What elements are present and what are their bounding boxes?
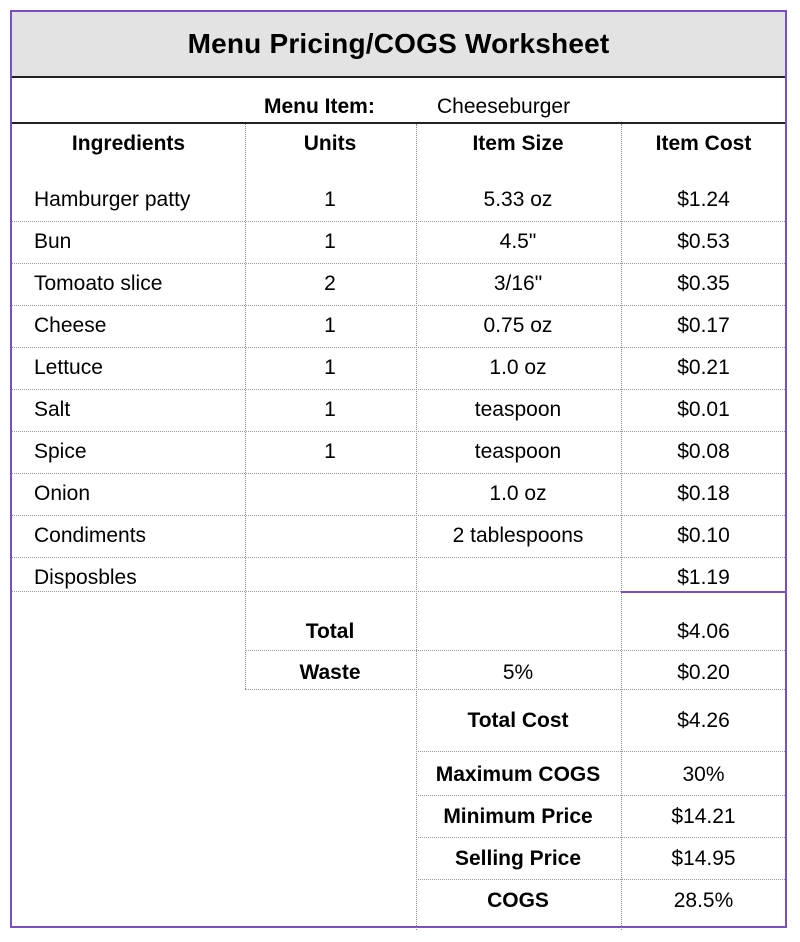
- ingredient-units[interactable]: 1: [324, 356, 336, 379]
- ingredient-name: Onion: [34, 482, 91, 505]
- row-divider: [12, 515, 785, 516]
- waste-percent[interactable]: 5%: [502, 661, 534, 684]
- header-divider: [12, 122, 785, 124]
- row-divider: [416, 751, 785, 752]
- ingredient-size[interactable]: 3/16": [493, 272, 543, 295]
- summary-label: COGS: [487, 889, 549, 912]
- row-divider: [12, 347, 785, 348]
- ingredient-name: Hamburger patty: [34, 188, 191, 211]
- ingredient-cost: $0.01: [677, 398, 730, 421]
- row-divider: [12, 473, 785, 474]
- menu-item-label: Menu Item:: [264, 95, 375, 118]
- row-divider: [416, 879, 785, 880]
- ingredient-name: Bun: [34, 230, 72, 253]
- summary-value: 28.5%: [673, 889, 734, 912]
- ingredient-units[interactable]: 1: [324, 230, 336, 253]
- ingredient-units[interactable]: 2: [324, 272, 336, 295]
- total-divider: [621, 591, 785, 593]
- ingredient-units[interactable]: 1: [324, 314, 336, 337]
- row-divider: [12, 221, 785, 222]
- ingredient-name: Condiments: [34, 524, 147, 547]
- ingredient-size[interactable]: 2 tablespoons: [452, 524, 584, 547]
- ingredient-cost: $0.08: [677, 440, 730, 463]
- row-divider: [416, 795, 785, 796]
- col-header-ingredients: Ingredients: [71, 132, 186, 155]
- row-divider: [245, 650, 785, 651]
- ingredient-cost: $0.17: [677, 314, 730, 337]
- ingredient-name: Spice: [34, 440, 87, 463]
- menu-item-value[interactable]: Cheeseburger: [437, 95, 571, 118]
- ingredient-cost: $1.24: [677, 188, 730, 211]
- col-header-item-size: Item Size: [472, 132, 564, 155]
- total-divider-left: [12, 591, 621, 592]
- row-divider: [12, 263, 785, 264]
- row-divider: [12, 557, 785, 558]
- summary-value: $14.95: [671, 847, 736, 870]
- ingredient-name: Tomoato slice: [34, 272, 163, 295]
- ingredient-cost: $0.35: [677, 272, 730, 295]
- summary-label: Maximum COGS: [435, 763, 601, 786]
- summary-label: Total Cost: [467, 709, 569, 732]
- ingredient-size[interactable]: 1.0 oz: [489, 356, 547, 379]
- ingredient-size[interactable]: 1.0 oz: [489, 482, 547, 505]
- ingredient-cost: $0.53: [677, 230, 730, 253]
- ingredient-size[interactable]: 4.5": [499, 230, 537, 253]
- summary-label: Selling Price: [454, 847, 582, 870]
- row-divider: [12, 389, 785, 390]
- ingredient-units[interactable]: 1: [324, 440, 336, 463]
- col-header-units: Units: [303, 132, 357, 155]
- summary-value: $4.26: [677, 709, 730, 732]
- row-divider: [416, 837, 785, 838]
- waste-value: $0.20: [677, 661, 730, 684]
- ingredient-name: Cheese: [34, 314, 107, 337]
- ingredient-size[interactable]: 5.33 oz: [483, 188, 553, 211]
- total-value: $4.06: [677, 620, 730, 643]
- worksheet: [10, 10, 787, 928]
- summary-label: Minimum Price: [443, 805, 593, 828]
- title-bar: [12, 12, 785, 78]
- summary-value: 30%: [682, 763, 725, 786]
- worksheet-title: Menu Pricing/COGS Worksheet: [187, 28, 610, 59]
- ingredient-size[interactable]: 0.75 oz: [483, 314, 553, 337]
- ingredient-cost: $0.18: [677, 482, 730, 505]
- ingredient-name: Lettuce: [34, 356, 103, 379]
- ingredient-size[interactable]: teaspoon: [474, 398, 562, 421]
- ingredient-size[interactable]: teaspoon: [474, 440, 562, 463]
- total-label: Total: [305, 620, 355, 643]
- col-header-item-cost: Item Cost: [655, 132, 752, 155]
- summary-value: $14.21: [671, 805, 736, 828]
- ingredient-units[interactable]: 1: [324, 188, 336, 211]
- row-divider: [245, 689, 785, 690]
- ingredient-cost: $1.19: [677, 566, 730, 589]
- ingredient-units[interactable]: 1: [324, 398, 336, 421]
- ingredient-name: Disposbles: [34, 566, 137, 589]
- row-divider: [12, 431, 785, 432]
- ingredient-cost: $0.21: [677, 356, 730, 379]
- ingredient-name: Salt: [34, 398, 71, 421]
- ingredient-cost: $0.10: [677, 524, 730, 547]
- waste-label: Waste: [299, 661, 361, 684]
- menu-item-row: [12, 92, 785, 124]
- row-divider: [12, 305, 785, 306]
